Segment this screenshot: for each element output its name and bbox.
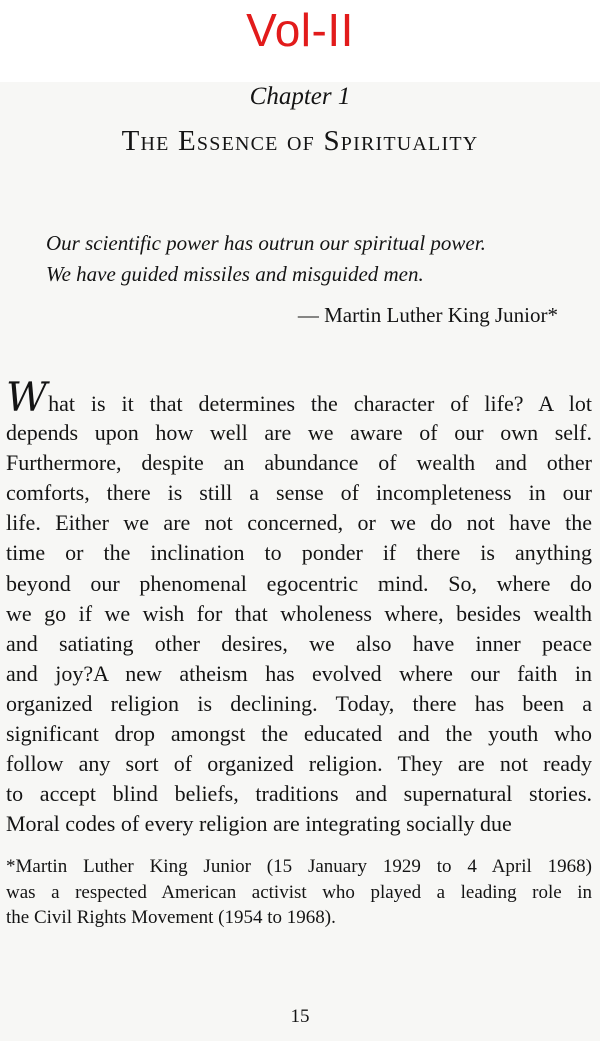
body-line [6,375,592,421]
book-page [0,82,600,1041]
body-line: we go if we wish for that wholeness where, besides wealth [6,600,592,626]
epigraph-attribution: — Martin Luther King Junior* [297,303,558,327]
body-line-text: hat is it that determines the character of life? A lot [48,391,592,416]
epigraph-line: We have guided missiles and misguided men. [46,262,424,286]
body-line: follow any sort of organized religion. They are not ready [6,751,592,777]
body-line: Furthermore, despite an abundance of wealth and other [6,450,592,476]
body-line: comforts, there is still a sense of incompleteness in our [6,480,592,506]
epigraph-quote [46,228,486,290]
footnote-line: *Martin Luther King Junior (15 January 1929 to 4 April 1968) [6,856,592,877]
body-line: and satiating other desires, we also have inner peace [6,630,592,656]
body-line: Moral codes of every religion are integrating socially due [6,811,512,837]
body-line: significant drop amongst the educated and the youth who [6,721,592,747]
body-line: organized religion is declining. Today, there has been a [6,690,592,716]
epigraph-line: Our scientific power has outrun our spiritual power. [46,231,486,255]
drop-cap: W [6,375,48,421]
body-line: depends upon how well are we aware of our own self. [6,420,592,446]
page-number: 15 [290,1006,310,1027]
body-line: time or the inclination to ponder if there is anything [6,540,592,566]
chapter-number: Chapter 1 [249,83,351,110]
footnote-line: the Civil Rights Movement (1954 to 1968). [6,907,336,928]
body-line: beyond our phenomenal egocentric mind. So, where do [6,570,592,596]
volume-label: Vol-II [246,4,354,56]
footnote [6,854,592,931]
body-line: and joy?A new atheism has evolved where our faith in [6,660,592,686]
body-paragraph [6,375,592,839]
chapter-title: The Essence of Spirituality [121,125,479,157]
body-line: to accept blind beliefs, traditions and supernatural stories. [6,781,592,807]
volume-banner [0,0,600,82]
footnote-line: was a respected American activist who played a leading role in [6,881,592,903]
body-line: life. Either we are not concerned, or we do not have the [6,510,592,536]
